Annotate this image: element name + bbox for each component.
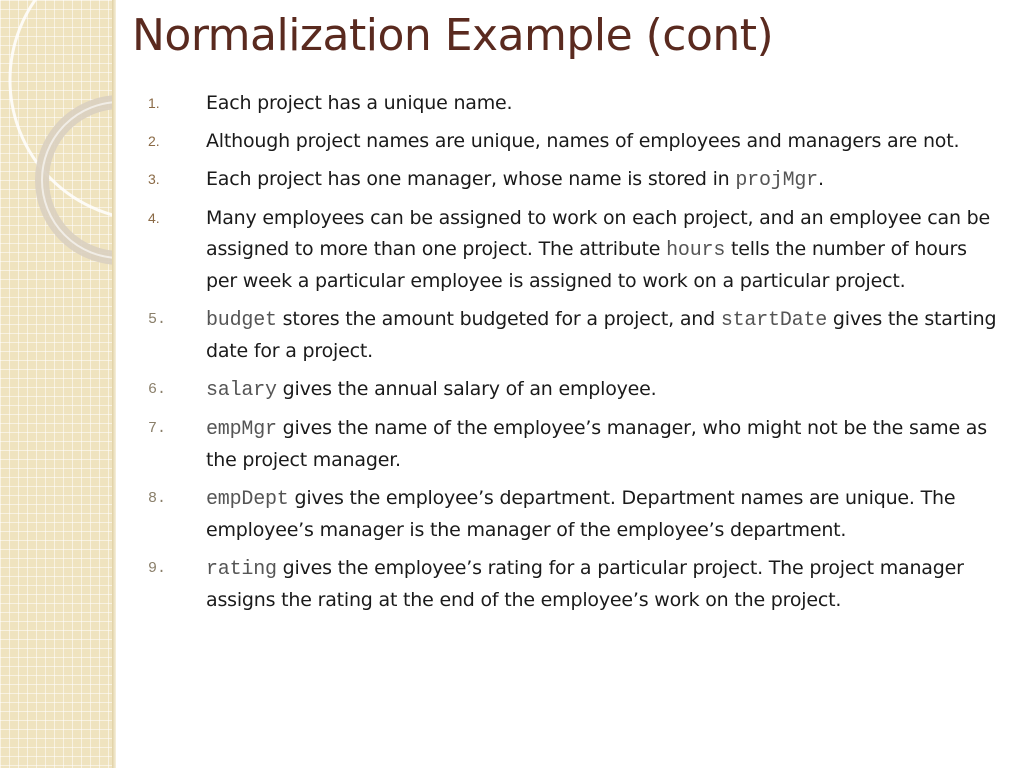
list-item-number: 3. (148, 171, 160, 187)
code-term: empMgr (206, 418, 277, 441)
list-item (148, 304, 998, 367)
list-item-text: budget stores the amount budgeted for a project, and startDate gives the starting date for a project. (206, 308, 997, 362)
list-item-number: 8. (148, 490, 167, 507)
list-item-text: Each project has a unique name. (206, 92, 513, 114)
list-item-number: 1. (148, 95, 160, 111)
requirements-list (148, 88, 998, 623)
list-item-number: 2. (148, 133, 160, 149)
code-term: rating (206, 558, 277, 581)
code-term: budget (206, 309, 277, 332)
list-item (148, 413, 998, 476)
code-term: startDate (720, 309, 828, 332)
list-item-number: 9. (148, 560, 167, 577)
list-item-number: 7. (148, 420, 167, 437)
list-item (148, 164, 998, 196)
code-term: hours (666, 239, 726, 262)
list-item-number: 5. (148, 311, 167, 328)
decorative-circles-icon (0, 0, 112, 300)
list-item (148, 203, 998, 297)
list-item (148, 553, 998, 616)
list-item (148, 126, 998, 157)
list-item-text: empMgr gives the name of the employee’s manager, who might not be the same as the project manager. (206, 417, 987, 471)
list-item-text: Although project names are unique, names of employees and managers are not. (206, 130, 960, 152)
code-term: projMgr (735, 169, 818, 192)
list-item-number: 6. (148, 381, 167, 398)
list-item-text: empDept gives the employee’s department. Department names are unique. The employee’s manager is the manager of the employee’s department. (206, 487, 956, 541)
list-item-number: 4. (148, 210, 160, 226)
list-item (148, 88, 998, 119)
decorative-side-strip (0, 0, 112, 768)
list-item (148, 374, 998, 406)
list-item-text: rating gives the employee’s rating for a particular project. The project manager assigns the rating at the end of the employee’s work on the project. (206, 557, 964, 611)
side-strip-edge (112, 0, 116, 768)
code-term: salary (206, 379, 277, 402)
slide-title: Normalization Example (cont) (132, 10, 774, 61)
list-item-text: Each project has one manager, whose name is stored in projMgr. (206, 168, 824, 192)
list-item-text: salary gives the annual salary of an employee. (206, 378, 657, 402)
list-item-text: Many employees can be assigned to work on each project, and an employee can be assigned to more than one project. The attribute hours tells the number of hours per week a particular employee is assigned to work on a particular project. (206, 207, 991, 292)
list-item (148, 483, 998, 546)
code-term: empDept (206, 488, 289, 511)
